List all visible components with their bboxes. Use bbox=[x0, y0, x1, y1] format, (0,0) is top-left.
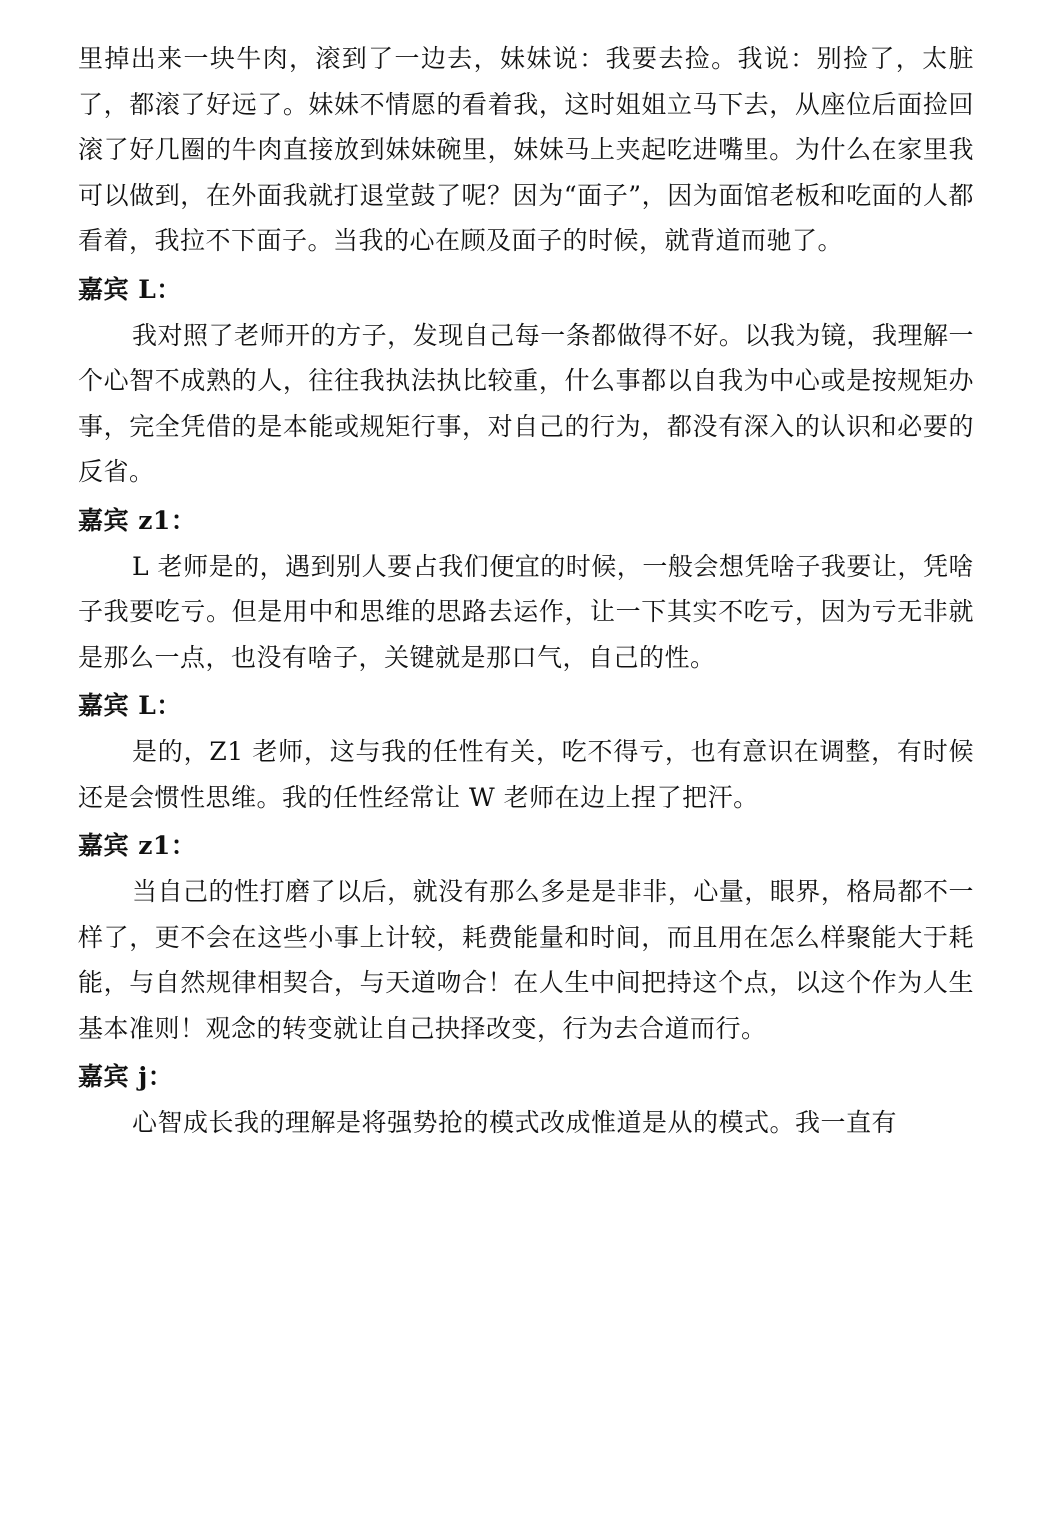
speaker-label-guest-l: 嘉宾 L： bbox=[78, 691, 182, 720]
paragraph-sister-beef-story: 里掉出来一块牛肉，滚到了一边去，妹妹说：我要去捡。我说：别捡了，太脏了，都滚了好远了。妹妹不情愿的看着我，这时姐姐立马下去，从座位后面捡回滚了好几圈的牛肉直接放到妹妹碗里，妹妹马上夹起吃进嘴里。为什么在家里我可以做到，在外面我就打退堂鼓了呢？因为“面子”，因为面馆老板和吃面的人都看着，我拉不下面子。当我的心在顾及面子的时候，就背道而驰了。 bbox=[78, 44, 974, 255]
paragraph-guest-j-start: 心智成长我的理解是将强势抢的模式改成惟道是从的模式。我一直有 bbox=[132, 1108, 898, 1137]
document-page bbox=[78, 36, 974, 1146]
speaker-label-guest-z1: 嘉宾 z1： bbox=[78, 505, 197, 535]
speaker-label-guest-l: 嘉宾 L： bbox=[78, 274, 182, 304]
paragraph-guest-l-reflection: 我对照了老师开的方子，发现自己每一条都做得不好。以我为镜，我理解一个心智不成熟的人，往往我执法执比较重，什么事都以自我为中心或是按规矩办事，完全凭借的是本能或规矩行事，对自己的行为，都没有深入的认识和必要的反省。 bbox=[78, 320, 974, 486]
speaker-label-guest-j: 嘉宾 j： bbox=[78, 1062, 174, 1091]
paragraph-guest-z1-reply: L 老师是的，遇到别人要占我们便宜的时候，一般会想凭啥子我要让，凭啥子我要吃亏。但是用中和思维的思路去运作，让一下其实不吃亏，因为亏无非就是那么一点，也没有啥子，关键就是那口气，自己的性。 bbox=[78, 551, 974, 672]
paragraph-guest-l-response: 是的，Z1 老师，这与我的任性有关，吃不得亏，也有意识在调整，有时候还是会惯性思维。我的任性经常让 W 老师在边上捏了把汗。 bbox=[78, 737, 974, 812]
paragraph-guest-z1-principle: 当自己的性打磨了以后，就没有那么多是是非非，心量，眼界，格局都不一样了，更不会在这些小事上计较，耗费能量和时间，而且用在怎么样聚能大于耗能，与自然规律相契合，与天道吻合！在人生中间把持这个点，以这个作为人生基本准则！观念的转变就让自己抉择改变，行为去合道而行。 bbox=[78, 877, 974, 1043]
speaker-label-guest-z1: 嘉宾 z1： bbox=[78, 831, 197, 860]
